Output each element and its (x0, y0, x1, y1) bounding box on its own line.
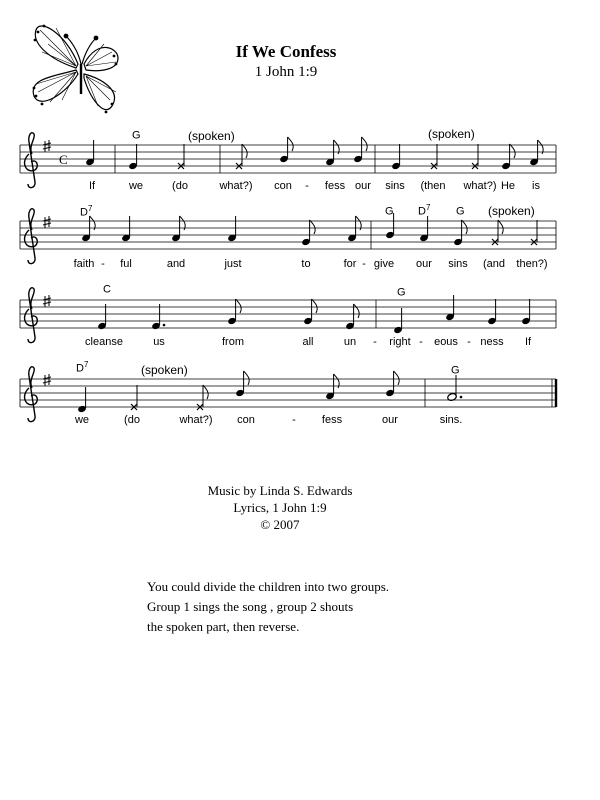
lyric-syllable: sins. (439, 414, 463, 426)
chord-label: $D^7$ (76, 360, 89, 375)
lyric-syllable: (and (482, 258, 506, 270)
chord-label: G (397, 286, 406, 299)
spoken-label: (spoken) (428, 127, 475, 141)
lyric-syllable: we (74, 414, 90, 426)
lyric-syllable: - (362, 258, 366, 270)
chord-label: G (451, 364, 460, 377)
lyric-syllable: sins (385, 180, 405, 192)
instruction-line: You could divide the children into two groups. (147, 579, 390, 594)
lyric-syllable: we (128, 180, 144, 192)
lyric-syllable: from (222, 336, 244, 348)
lyric-syllable: all (302, 336, 314, 348)
lyric-syllable: just (224, 258, 242, 270)
music-credit: Music by Linda S. Edwards (207, 483, 353, 498)
instruction-line: Group 1 sings the song , group 2 shouts (147, 599, 354, 614)
lyric-syllable: (then (420, 180, 446, 192)
lyric-syllable: - (373, 336, 377, 348)
lyric-syllable: what?) (219, 180, 253, 192)
lyric-syllable: for (343, 258, 357, 270)
lyric-syllable: eous (434, 336, 458, 348)
spoken-label: (spoken) (188, 129, 235, 143)
lyric-syllable: (do (124, 414, 140, 426)
lyric-syllable: to (301, 258, 311, 270)
performance-instructions (147, 577, 389, 637)
staff-system-4 (20, 367, 556, 422)
lyric-syllable: what?) (179, 414, 213, 426)
lyric-syllable: cleanse (85, 336, 123, 348)
lyric-syllable: un (343, 336, 357, 348)
lyric-syllable: - (419, 336, 423, 348)
instruction-line: the spoken part, then reverse. (147, 619, 300, 634)
lyric-syllable: - (467, 336, 471, 348)
lyric-syllable: right (389, 336, 411, 348)
chord-label: $D^7$ (418, 203, 431, 218)
staff-system-3 (20, 288, 556, 343)
spoken-label: (spoken) (488, 204, 535, 218)
lyric-syllable: If (88, 180, 96, 192)
lyric-syllable: sins (448, 258, 468, 270)
lyrics-credit: Lyrics, 1 John 1:9 (233, 500, 327, 515)
lyric-syllable: If (524, 336, 532, 348)
chord-label: G (132, 129, 141, 142)
lyric-syllable: fess (324, 180, 346, 192)
lyric-syllable: what?) (463, 180, 497, 192)
lyric-syllable: faith (73, 258, 95, 270)
lyric-syllable: is (532, 180, 540, 192)
song-subtitle: 1 John 1:9 (254, 64, 318, 80)
chord-label: G (385, 205, 394, 218)
chord-label: C (103, 283, 111, 296)
lyric-syllable: con (237, 414, 255, 426)
lyric-syllable: our (416, 258, 432, 270)
copyright-notice: © 2007 (260, 517, 300, 532)
chord-label: G (456, 205, 465, 218)
lyric-syllable: our (382, 414, 398, 426)
lyric-syllable: and (166, 258, 186, 270)
lyric-syllable: (do (172, 180, 188, 192)
lyric-syllable: - (305, 180, 309, 192)
lyric-syllable: then?) (516, 258, 548, 270)
lyric-syllable: - (292, 414, 296, 426)
spoken-label: (spoken) (141, 363, 188, 377)
song-credits (170, 482, 390, 533)
lyric-syllable: - (101, 258, 105, 270)
staff-system-2 (20, 209, 556, 264)
song-title: If We Confess (235, 42, 337, 61)
chord-label: $D^7$ (80, 204, 93, 219)
lyric-syllable: give (373, 258, 395, 270)
lyric-syllable: ful (120, 258, 132, 270)
lyric-syllable: con (274, 180, 292, 192)
lyric-syllable: us (153, 336, 165, 348)
lyric-syllable: our (355, 180, 371, 192)
lyric-syllable: He (500, 180, 516, 192)
lyric-syllable: ness (480, 336, 504, 348)
svg-text:C: C (59, 152, 68, 167)
lyric-syllable: fess (321, 414, 343, 426)
